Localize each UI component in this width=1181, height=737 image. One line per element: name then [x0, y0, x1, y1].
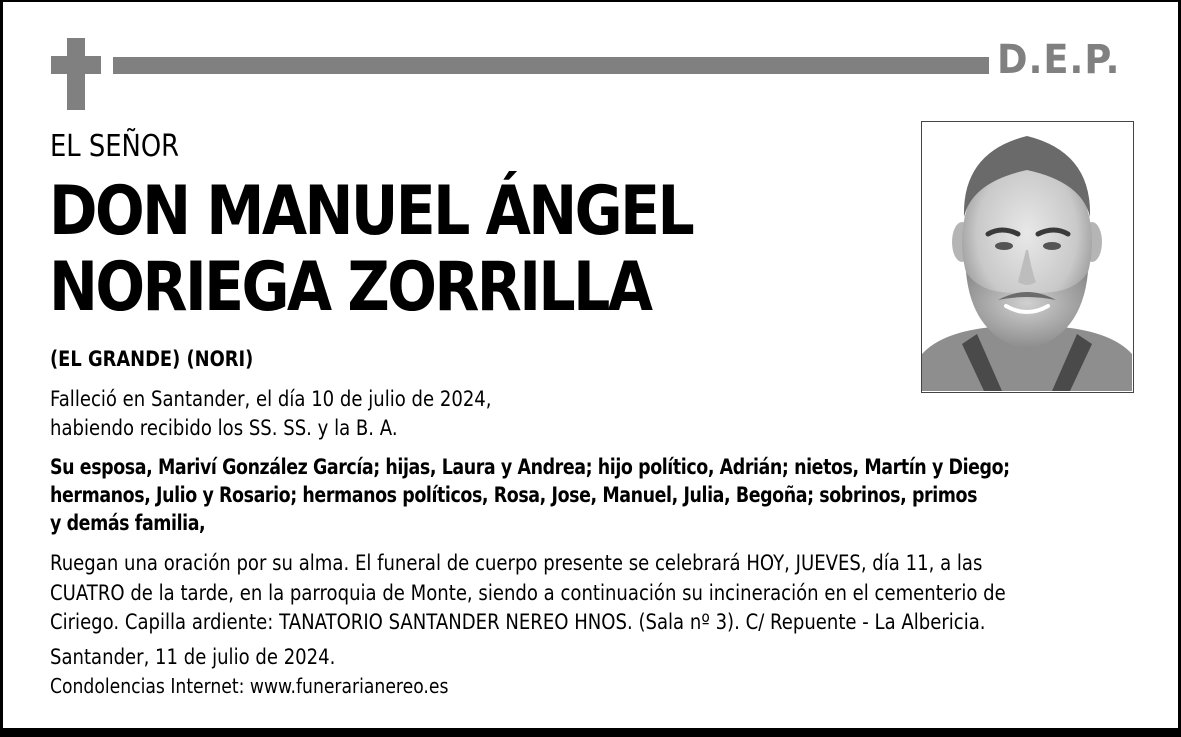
- family-line-1: Su esposa, Mariví González García; hijas, Laura y Andrea; hijo político, Adrián; nietos, Martín y Diego;: [50, 455, 1010, 479]
- deceased-name: [49, 174, 692, 326]
- nicknames: (EL GRANDE) (NORI): [50, 347, 254, 371]
- place-date: Santander, 11 de julio de 2024.: [50, 645, 336, 669]
- death-line-2: habiendo recibido los SS. SS. y la B. A.: [50, 415, 398, 440]
- funeral-line-2: CUATRO de la tarde, en la parroquia de Monte, siendo a continuación su incineración en el cementerio de: [50, 580, 1006, 605]
- funeral-line-3: Ciriego. Capilla ardiente: TANATORIO SANTANDER NEREO HNOS. (Sala nº 3). C/ Repuente - La Albericia.: [50, 610, 986, 634]
- name-line-1: DON MANUEL ÁNGEL: [49, 172, 693, 251]
- death-line-1: Falleció en Santander, el día 10 de julio de 2024,: [50, 387, 492, 411]
- death-notice: [50, 385, 492, 442]
- condolences-link: Condolencias Internet: www.funerarianereo.es: [50, 674, 449, 698]
- name-line-2: NORIEGA ZORRILLA: [49, 248, 651, 327]
- family-list: [50, 453, 1010, 537]
- latin-cross-icon-crossbar: [51, 56, 101, 74]
- dep-label: D.E.P.: [997, 37, 1121, 83]
- portrait-illustration: [922, 122, 1132, 391]
- funeral-line-1: Ruegan una oración por su alma. El funeral de cuerpo presente se celebrará HOY, JUEVES, día 11, a las: [50, 551, 983, 575]
- family-line-2: hermanos, Julio y Rosario; hermanos políticos, Rosa, Jose, Manuel, Julia, Begoña; sobrinos, primos: [50, 483, 978, 507]
- latin-cross-icon: [67, 38, 85, 110]
- funeral-details: [50, 549, 1006, 638]
- pretitle: EL SEÑOR: [50, 129, 180, 164]
- family-line-3: y demás familia,: [50, 511, 206, 535]
- header-rule: [113, 57, 989, 74]
- portrait-photo: [921, 121, 1134, 393]
